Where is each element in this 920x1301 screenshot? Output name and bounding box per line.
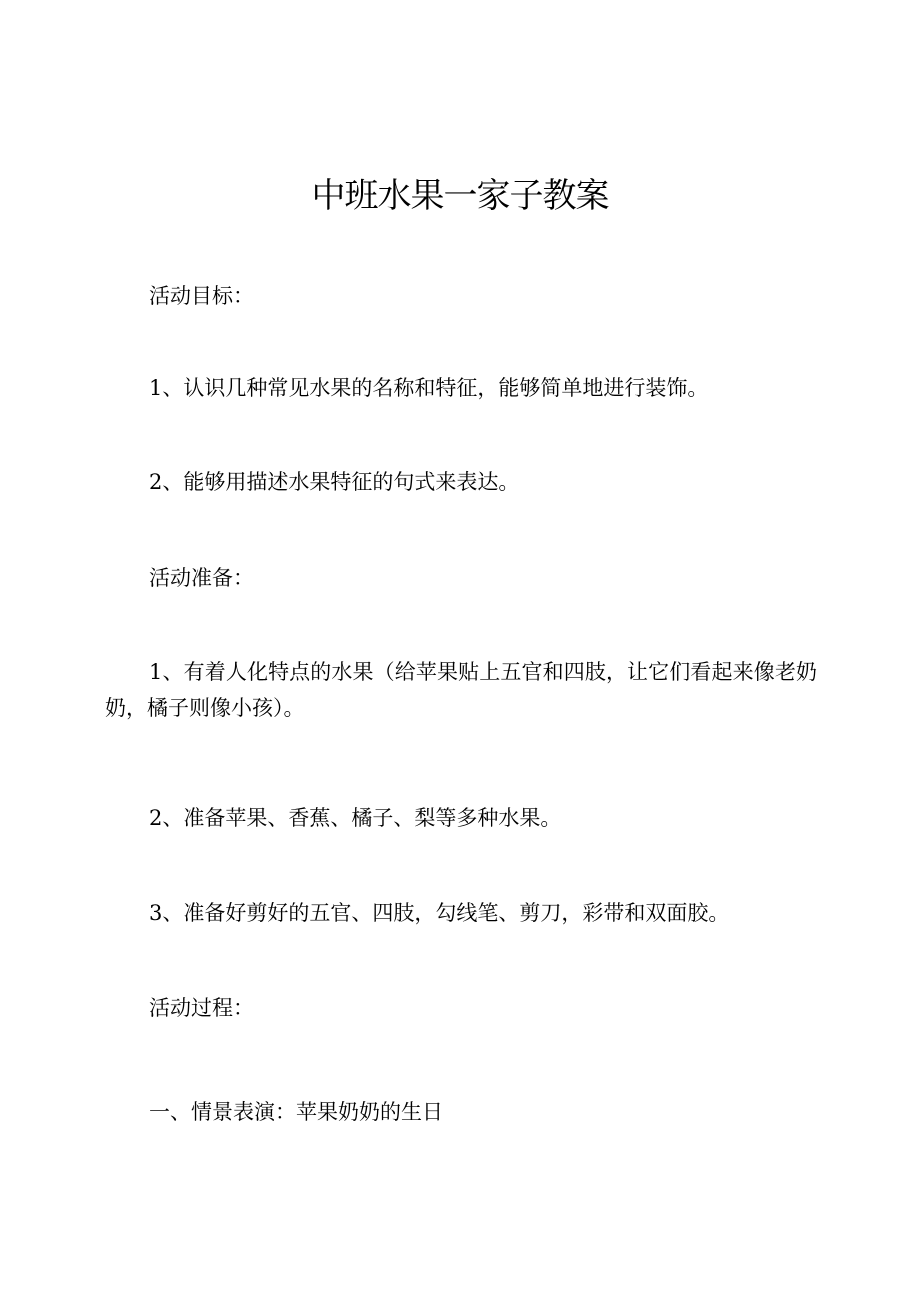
goal-item-1: 1、认识几种常见水果的名称和特征，能够简单地进行装饰。 bbox=[149, 376, 709, 400]
document-title: 中班水果一家子教案 bbox=[311, 176, 609, 216]
section-heading-preparation: 活动准备： bbox=[149, 566, 254, 590]
section-heading-process: 活动过程： bbox=[149, 996, 254, 1020]
section-heading-goals: 活动目标： bbox=[149, 284, 254, 308]
process-step-1: 一、情景表演：苹果奶奶的生日 bbox=[149, 1100, 443, 1124]
goal-item-2: 2、能够用描述水果特征的句式来表达。 bbox=[149, 470, 520, 494]
preparation-item-1: 1、有着人化特点的水果（给苹果贴上五官和四肢，让它们看起来像老奶奶，橘子则像小孩）。 bbox=[105, 660, 817, 720]
preparation-item-2: 2、准备苹果、香蕉、橘子、梨等多种水果。 bbox=[149, 806, 562, 830]
preparation-item-3: 3、准备好剪好的五官、四肢，勾线笔、剪刀，彩带和双面胶。 bbox=[149, 901, 730, 925]
